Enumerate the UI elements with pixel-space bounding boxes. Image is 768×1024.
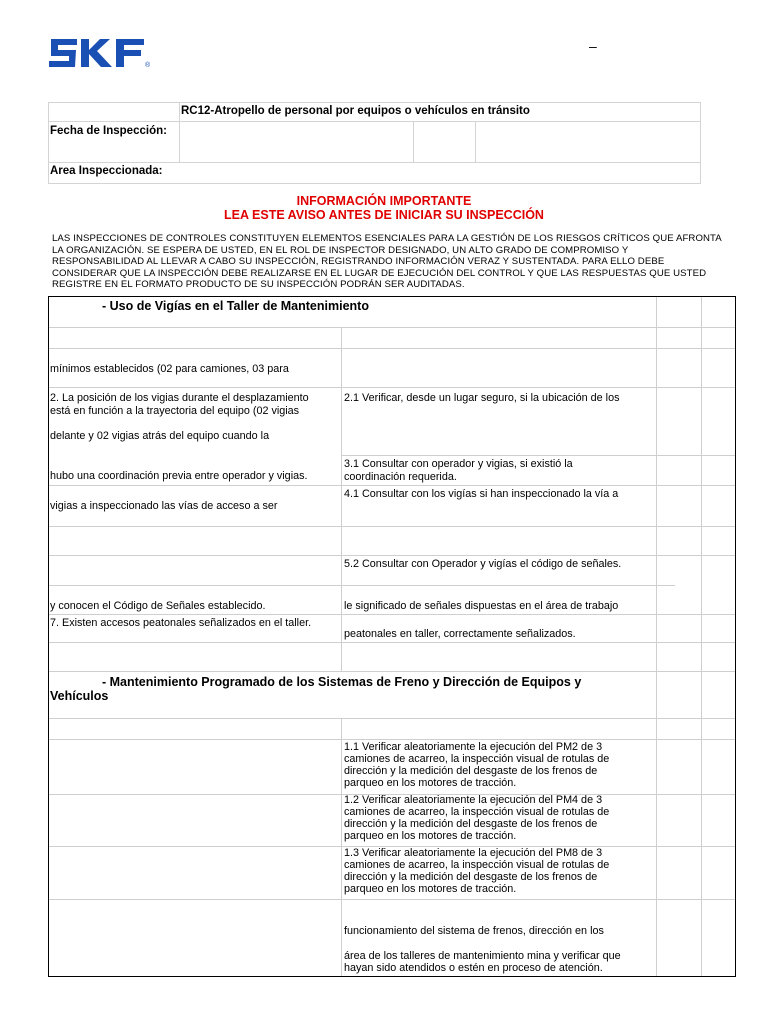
header-dash: – xyxy=(589,38,597,54)
last-check-line2: área de los talleres de mantenimiento mina y verificar que xyxy=(344,950,621,962)
last-check-line3: hayan sido atendidos o estén en proceso de atención. xyxy=(344,962,603,974)
row7-left-text: 7. Existen accesos peatonales señalizados en el taller. xyxy=(50,617,312,629)
row3-right-line2: coordinación requerida. xyxy=(344,471,457,483)
row7-right-text: peatonales en taller, correctamente señalizados. xyxy=(344,628,576,640)
pm4-check-line2: camiones de acarreo, la inspección visual de rotulas de xyxy=(344,806,610,818)
pm2-check-line2: camiones de acarreo, la inspección visual de rotulas de xyxy=(344,753,610,765)
row2-left-line2: está en función a la trayectoria del equipo (02 vigias xyxy=(50,405,300,417)
skf-logo-letter-k xyxy=(81,39,112,67)
inspection-date-label: Fecha de Inspección: xyxy=(50,125,167,137)
section-vigias-title: - Uso de Vigías en el Taller de Mantenimiento xyxy=(102,299,369,313)
pm2-check-line3: dirección y la medición del desgaste de los frenos de xyxy=(344,765,598,777)
inspected-area-label: Area Inspeccionada: xyxy=(50,165,163,177)
row1-left-text: mínimos establecidos (02 para camiones, 03 para xyxy=(50,363,289,375)
notice-body: LAS INSPECCIONES DE CONTROLES CONSTITUYEN ELEMENTOS ESENCIALES PARA LA GESTIÓN DE LOS RIESGOS CRÍTICOS QUE AFRONTA LA ORGANIZACIÓN. SE ESPERA DE USTED, EN EL ROL DE INSPECTOR DESIGNADO, UN ALTO GRADO DE COMPROMISO Y RESPONSABILIDAD AL LLEVAR A CABO SU INSPECCIÓN, REGISTRANDO INFORMACIÓN VERAZ Y SUSTENTADA. PARA ELLO DEBE CONSIDERAR QUE LA INSPECCIÓN DEBE REALIZARSE EN EL LUGAR DE EJECUCIÓN DEL CONTROL Y QUE LAS RESPUESTAS QUE USTED REGISTRE EN EL FORMATO PRODUCTO DE SU INSPECCIÓN PODRÁN SER AUDITADAS. xyxy=(52,233,722,291)
skf-logo-letter-f xyxy=(116,39,144,67)
row3-right-line1: 3.1 Consultar con operador y vigias, si existió la xyxy=(344,458,573,470)
row2-left-line1: 2. La posición de los vigias durante el desplazamiento xyxy=(50,392,309,404)
pm2-check-line1: 1.1 Verificar aleatoriamente la ejecución del PM2 de 3 xyxy=(344,741,603,753)
pm4-check-line4: parqueo en los motores de tracción. xyxy=(344,830,517,842)
section-brakes-title-line2: Vehículos xyxy=(50,689,109,703)
row6-left-text: y conocen el Código de Señales establecido. xyxy=(50,600,266,612)
skf-logo-letter-s xyxy=(49,39,77,67)
pm2-check-line4: parqueo en los motores de tracción. xyxy=(344,777,517,789)
inspection-header-form xyxy=(48,102,701,184)
pm4-check-line3: dirección y la medición del desgaste de los frenos de xyxy=(344,818,598,830)
section-brakes-title-line1: - Mantenimiento Programado de los Sistemas de Freno y Dirección de Equipos y xyxy=(102,675,582,689)
pm4-check-line1: 1.2 Verificar aleatoriamente la ejecución del PM4 de 3 xyxy=(344,794,603,806)
notice-subheading: LEA ESTE AVISO ANTES DE INICIAR SU INSPECCIÓN xyxy=(224,208,544,222)
row4-left-text: vigias a inspeccionado las vías de acceso a ser xyxy=(50,500,278,512)
notice-heading: INFORMACIÓN IMPORTANTE xyxy=(296,194,472,208)
pm8-check-line1: 1.3 Verificar aleatoriamente la ejecución del PM8 de 3 xyxy=(344,847,603,859)
row5-right-text: 5.2 Consultar con Operador y vigías el código de señales. xyxy=(344,558,622,570)
skf-logo xyxy=(48,38,154,68)
row2-right-text: 2.1 Verificar, desde un lugar seguro, si la ubicación de los xyxy=(344,392,620,404)
last-check-line1: funcionamiento del sistema de frenos, dirección en los xyxy=(344,925,604,937)
row3-left-text: hubo una coordinación previa entre operador y vigias. xyxy=(50,470,308,482)
trademark-symbol: ® xyxy=(145,62,151,68)
pm8-check-line2: camiones de acarreo, la inspección visual de rotulas de xyxy=(344,859,610,871)
row4-right-text: 4.1 Consultar con los vigías si han inspeccionado la vía a xyxy=(344,488,619,500)
row6-right-text: le significado de señales dispuestas en el área de trabajo xyxy=(344,600,619,612)
form-title: RC12-Atropello de personal por equipos o vehículos en tránsito xyxy=(181,105,530,117)
row2-left-line3: delante y 02 vigias atrás del equipo cuando la xyxy=(50,430,270,442)
checklist-table xyxy=(48,296,736,977)
pm8-check-line3: dirección y la medición del desgaste de los frenos de xyxy=(344,871,598,883)
pm8-check-line4: parqueo en los motores de tracción. xyxy=(344,883,517,895)
